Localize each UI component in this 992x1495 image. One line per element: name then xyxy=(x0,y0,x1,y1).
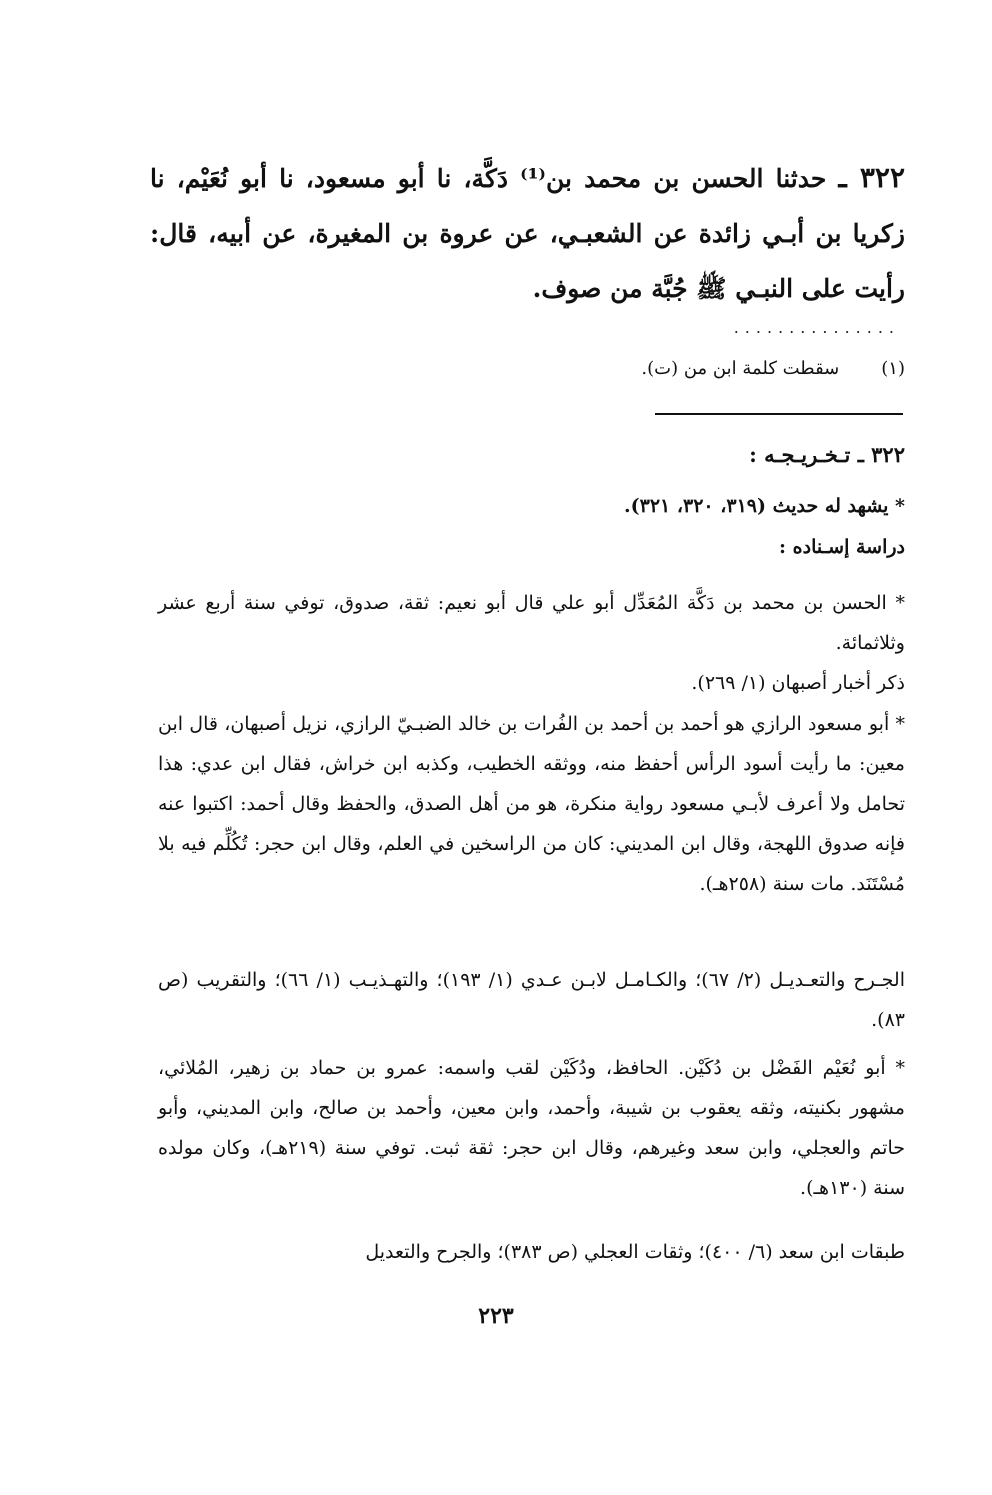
footnote-text: سقطت كلمة ابن من (ت). xyxy=(641,358,840,379)
narrator-reference-1: ذكر أخبار أصبهان (١/ ٢٦٩). xyxy=(691,672,905,694)
isnad-heading: دراسة إسـناده : xyxy=(779,536,905,558)
footnote-number: (١) xyxy=(881,358,905,379)
narrator-reference-2: الجـرح والتعـديـل (٢/ ٦٧)؛ والكـامـل لابـن عـدي (١/ ١٩٣)؛ والتهـذيـب (١/ ٦٦)؛ والتقريب (ص ٨٣). xyxy=(158,969,905,1031)
footnote-divider xyxy=(655,413,903,415)
narrator-reference-3: طبقات ابن سعد (٦/ ٤٠٠)؛ وثقات العجلي (ص ٣٨٣)؛ والجرح والتعديل xyxy=(365,1241,905,1263)
separator-dots: ............... xyxy=(733,318,900,337)
narrator-paragraph-1: * الحسن بن محمد بن دَكَّة المُعَدِّل أبو علي قال أبو نعيم: ثقة، صدوق، توفي سنة أربع عشر وثلاثمائة. xyxy=(158,592,905,654)
footnote xyxy=(560,354,905,384)
narrator-paragraph-3: * أبو نُعَيْم الفَضْل بن دُكَيْن. الحافظ، ودُكَيْن لقب واسمه: عمرو بن حماد بن زهير، المُلائي، مشهور بكنيته، وثقه يعقوب بن شيبة، وأحمد، وابن معين، وأحمد بن صالح، وابن المديني، وأبو حاتم والعجلي، وابن سعد وغيرهم، وقال ابن حجر: ثقة ثبت. توفي سنة (٢١٩هـ)، وكان مولده سنة (١٣٠هـ). xyxy=(158,1057,905,1199)
hadith-number: ٣٢٢ ـ xyxy=(838,161,905,194)
narrator-paragraph-2: * أبو مسعود الرازي هو أحمد بن أحمد بن الفُرات بن خالد الضبـيّ الرازي، نزيل أصبهان، قال ابن معين: ما رأيت أسود الرأس أحفظ منه، ووثقه الخطيب، وكذبه ابن خراش، فقال ابن عدي: هذا تحامل ولا أعرف لأبـي مسعود رواية منكرة، هو من أهل الصدق، والحفظ وقال أحمد: اكتبوا عنه فإنه صدوق اللهجة، وقال ابن المديني: كان من الراسخين في العلم، وقال ابن حجر: تُكُلِّم فيه بلا مُسْتَنَد. مات سنة (٢٥٨هـ). xyxy=(158,713,905,895)
takhrij-heading: ٣٢٢ ـ تـخـريـجـه : xyxy=(749,442,905,467)
hadith-body: حدثنا الحسن بن محمد بن⁽¹⁾ دَكَّة، نا أبو مسعود، نا أبو نُعَيْم، نا زكريا بن أبـي زائدة عن الشعبـي، عن عروة بن المغيرة، عن أبيه، قال: رأيت على النبـي ﷺ جُبَّة من صوف. xyxy=(150,164,905,303)
witness-line: * يشهد له حديث (٣١٩، ٣٢٠، ٣٢١). xyxy=(624,495,905,517)
page-number: ٢٢٣ xyxy=(478,1303,514,1329)
hadith-text-block xyxy=(150,150,905,316)
